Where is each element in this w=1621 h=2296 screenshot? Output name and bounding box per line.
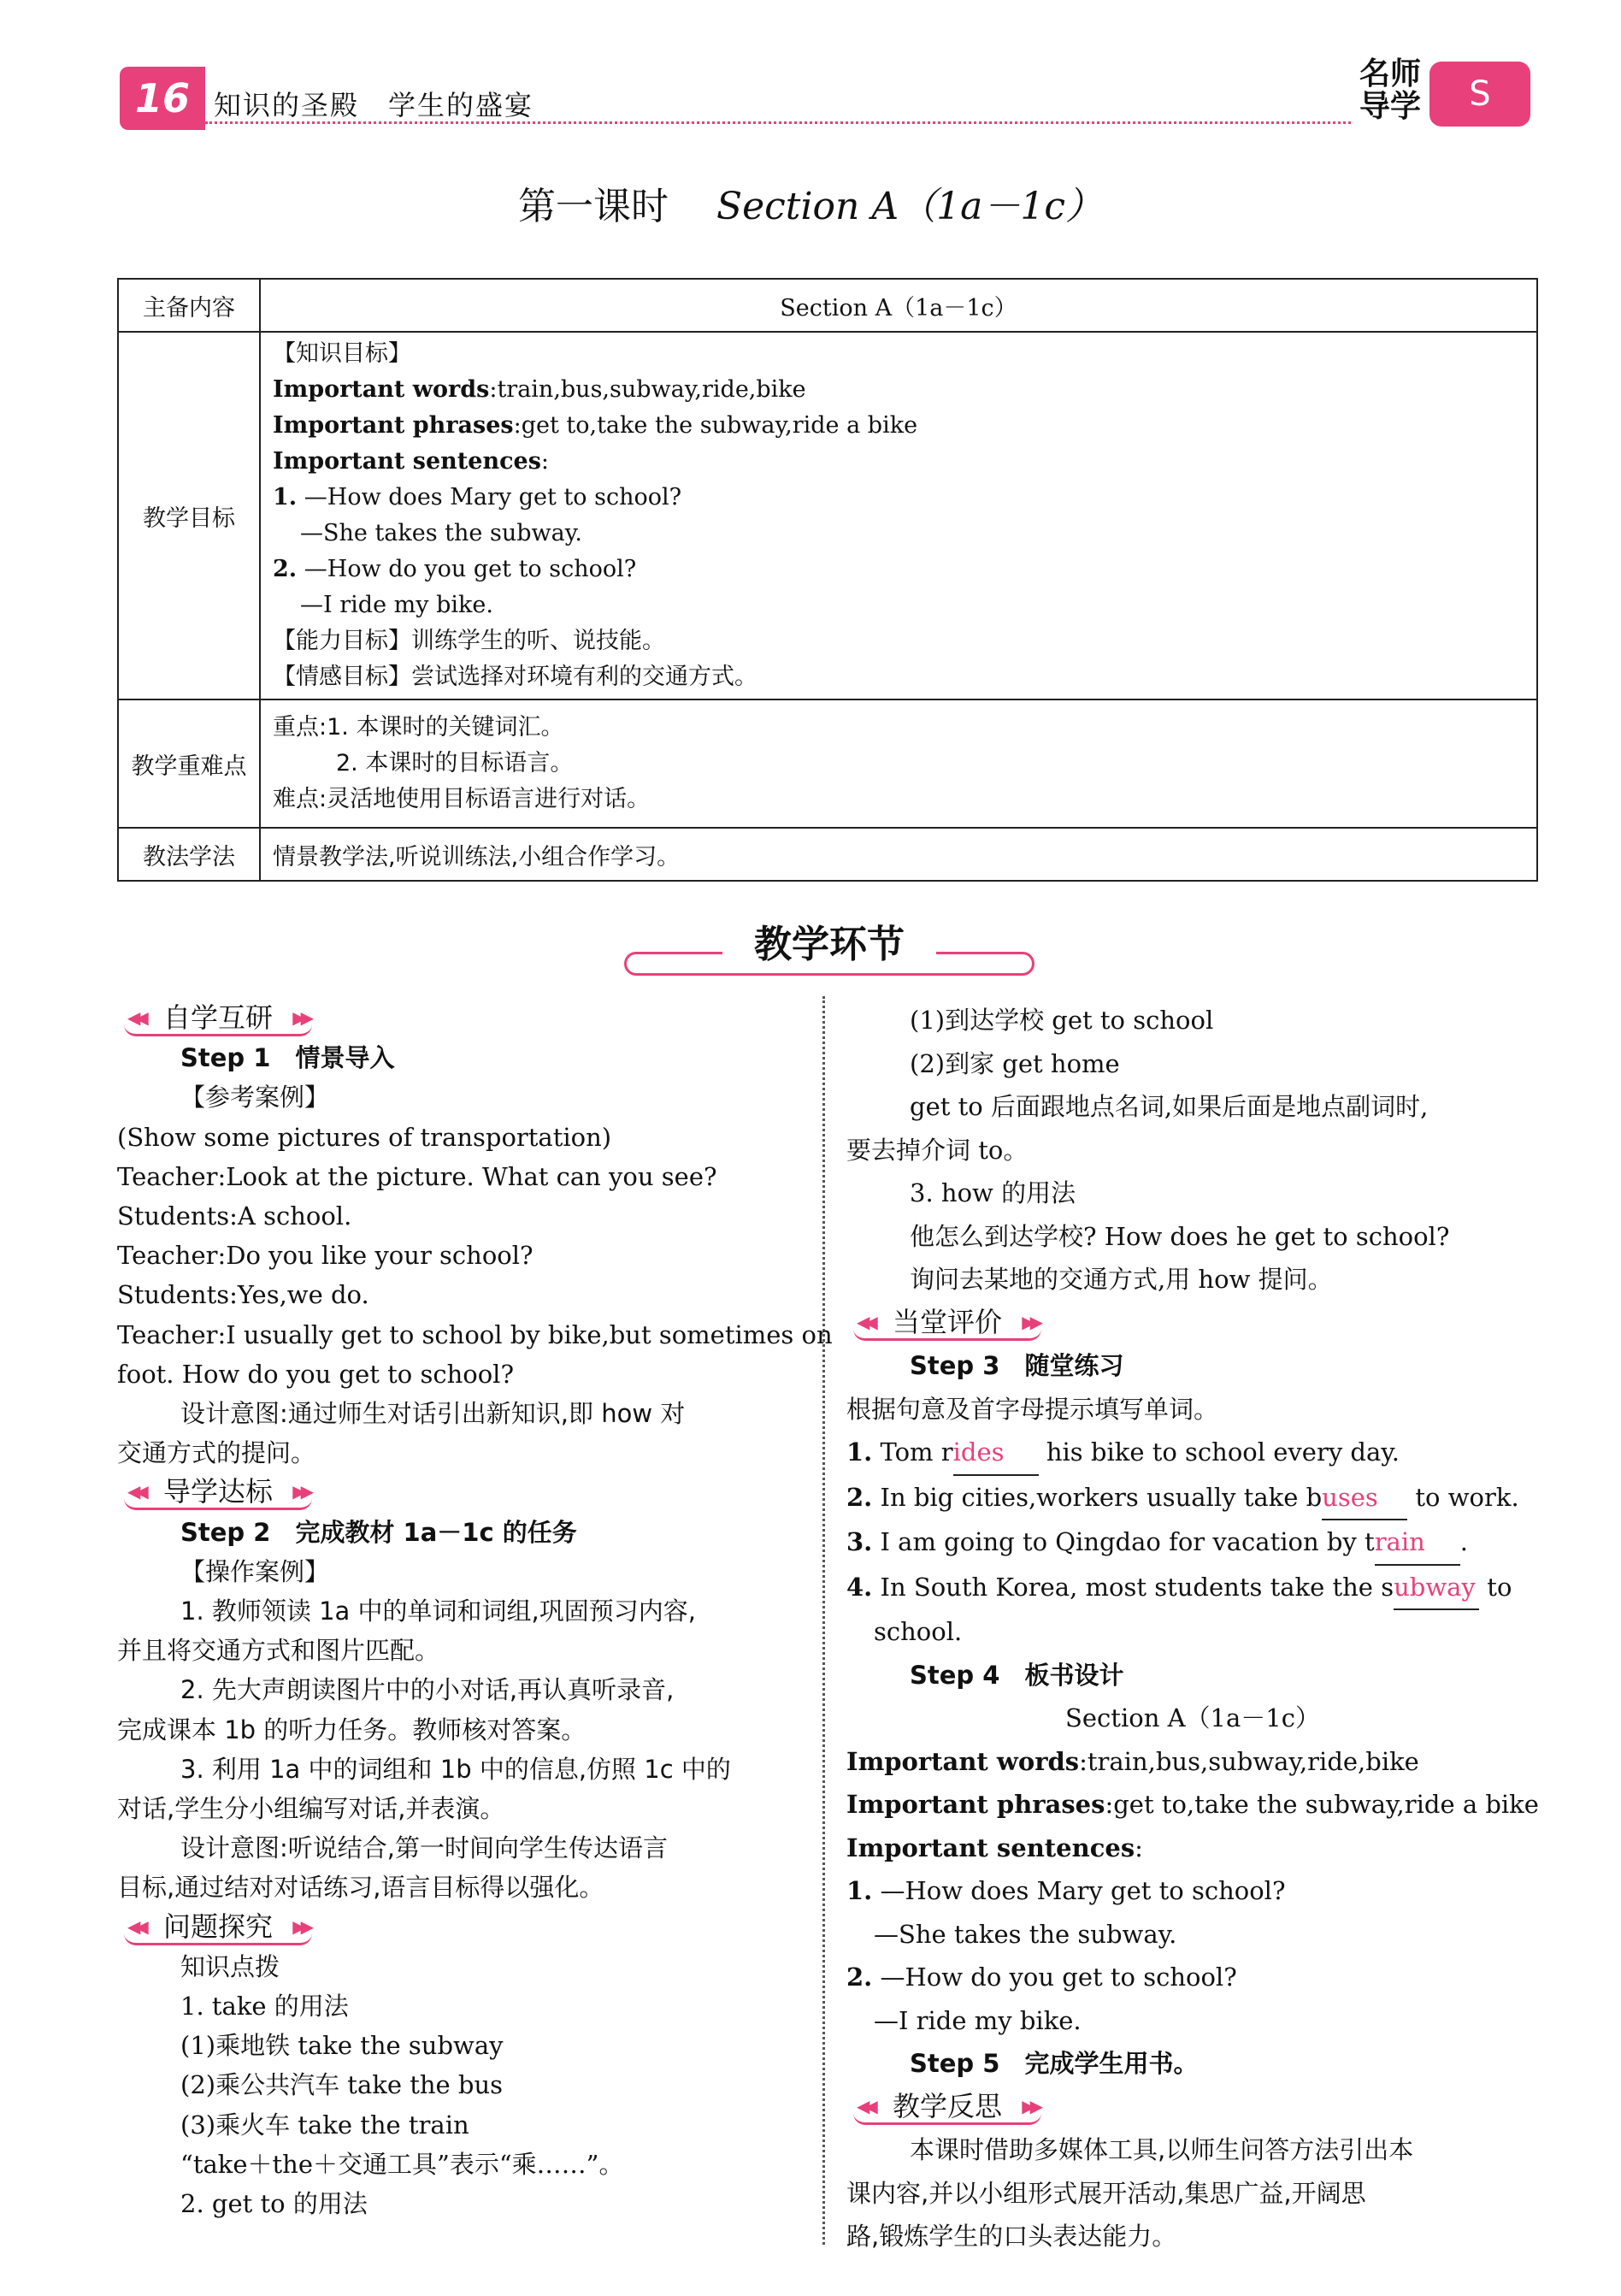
row-content: [260, 332, 1537, 699]
section-tag: ◀◀ 教学反思 ▶▶: [853, 2090, 1041, 2125]
board-sentence-1-a: —She takes the subway.: [874, 1919, 1177, 1949]
table-row: [118, 332, 1537, 699]
answer-blank: rain: [1375, 1520, 1460, 1566]
table-row: [118, 279, 1537, 332]
dialog-line: Teacher:Do you like your school?: [117, 1241, 533, 1271]
board-sentence-2-a: —I ride my bike.: [874, 2005, 1082, 2035]
page-number: 16: [120, 67, 205, 130]
step-2-title: Step 2 完成教材 1a－1c 的任务: [180, 1517, 577, 1547]
step-5-title: Step 5 完成学生用书。: [910, 2049, 1199, 2078]
knowledge-tips: 知识点拨: [180, 1951, 280, 1981]
row-content: [260, 699, 1537, 828]
take-usage-title: 1. take 的用法: [180, 1992, 349, 2022]
getto-example-1: (1)到达学校 get to school: [910, 1006, 1214, 1035]
exercise-item: 2. In big cities,workers usually take buses to work.: [846, 1476, 1539, 1521]
board-title: Section A（1a－1c）: [1065, 1703, 1320, 1732]
op-item-1-cont: 并且将交通方式和图片匹配。: [117, 1636, 440, 1666]
left-column: [117, 999, 833, 2223]
take-note: “take＋the＋交通工具”表示“乘……”。: [180, 2149, 624, 2179]
ability-goal: 【能力目标】训练学生的听、说技能。: [273, 628, 665, 654]
banner-title: 教学环节: [722, 919, 936, 971]
row-label: 教学重难点: [118, 699, 260, 828]
dialog-line: Teacher:I usually get to school by bike,but sometimes on: [117, 1319, 833, 1349]
row-label: 教学目标: [118, 332, 260, 699]
getto-example-2: (2)到家 get home: [910, 1048, 1120, 1078]
table-row: [118, 828, 1537, 881]
section-tag: ◀◀ 导学达标 ▶▶: [124, 1475, 312, 1510]
section-banner: [624, 919, 1034, 976]
exercise-item-cont: school.: [874, 1617, 963, 1646]
section-tag: ◀◀ 问题探究 ▶▶: [124, 1910, 312, 1945]
difficulty: 难点:灵活地使用目标语言进行对话。: [273, 786, 651, 812]
brand-logo-icon: S: [1429, 62, 1530, 127]
answer-blank: uses: [1322, 1476, 1407, 1521]
header-rule: [205, 121, 1351, 124]
section-tag: ◀◀ 当堂评价 ▶▶: [853, 1306, 1041, 1341]
how-note: 询问去某地的交通方式,用 how 提问。: [910, 1265, 1333, 1294]
answer-blank: ides: [953, 1431, 1039, 1476]
board-phrases: Important phrases:get to,take the subway,ride a bike: [846, 1790, 1539, 1819]
design-intent-2: 设计意图:听说结合,第一时间向学生传达语言: [180, 1833, 668, 1863]
sentence-2-a: —I ride my bike.: [300, 592, 493, 618]
op-case-heading: 【操作案例】: [180, 1556, 330, 1586]
header-motto: 知识的圣殿 学生的盛宴: [214, 89, 534, 121]
op-item-2: 2. 先大声朗读图片中的小对话,再认真听录音,: [180, 1675, 675, 1705]
take-example-1: (1)乘地铁 take the subway: [180, 2031, 504, 2061]
lesson-plan-table: [117, 278, 1538, 882]
op-item-1: 1. 教师领读 1a 中的单词和词组,巩固预习内容,: [180, 1597, 696, 1626]
op-item-3: 3. 利用 1a 中的词组和 1b 中的信息,仿照 1c 中的: [180, 1754, 731, 1784]
design-intent-1: 设计意图:通过师生对话引出新知识,即 how 对: [180, 1399, 686, 1429]
exercise-item: 1. Tom rides his bike to school every day.: [846, 1431, 1539, 1476]
table-row: [118, 699, 1537, 828]
getto-usage-title: 2. get to 的用法: [180, 2189, 368, 2219]
how-example: 他怎么到达学校? How does he get to school?: [910, 1221, 1450, 1251]
step-4-title: Step 4 板书设计: [910, 1660, 1124, 1690]
key-point-1: 重点:1. 本课时的关键词汇。: [273, 714, 564, 741]
row-content: Section A（1a－1c）: [260, 279, 1537, 332]
dialog-line: Students:Yes,we do.: [117, 1280, 369, 1310]
dialog-line: (Show some pictures of transportation): [117, 1122, 612, 1152]
getto-note: get to 后面跟地点名词,如果后面是地点副词时,: [910, 1092, 1429, 1121]
board-words: Important words:train,bus,subway,ride,bike: [846, 1746, 1419, 1776]
step-3-title: Step 3 随堂练习: [910, 1351, 1124, 1380]
dialog-line: Teacher:Look at the picture. What can you see?: [117, 1161, 717, 1191]
take-example-3: (3)乘火车 take the train: [180, 2110, 469, 2140]
exercise-item: 4. In South Korea, most students take the subway to: [846, 1566, 1539, 1611]
emotion-goal: 【情感目标】尝试选择对环境有利的交通方式。: [273, 664, 757, 690]
brand-bottom: 导学: [1359, 89, 1422, 124]
important-phrases: Important phrases:get to,take the subway,ride a bike: [273, 412, 918, 439]
answer-blank: ubway: [1394, 1566, 1479, 1611]
op-item-3-cont: 对话,学生分小组编写对话,并表演。: [117, 1794, 505, 1824]
section-tag: ◀◀ 自学互研 ▶▶: [124, 1001, 312, 1036]
key-point-2: 2. 本课时的目标语言。: [336, 750, 574, 776]
design-intent-2-cont: 目标,通过结对对话练习,语言目标得以强化。: [117, 1873, 604, 1903]
design-intent-1-cont: 交通方式的提问。: [117, 1438, 316, 1468]
take-example-2: (2)乘公共汽车 take the bus: [180, 2070, 504, 2100]
important-sentences: Important sentences:: [273, 448, 549, 475]
reflection-line: 课内容,并以小组形式展开活动,集思广益,开阔思: [846, 2178, 1366, 2208]
op-item-2-cont: 完成课本 1b 的听力任务。教师核对答案。: [117, 1715, 587, 1744]
exercise-instructions: 根据句意及首字母提示填写单词。: [846, 1394, 1219, 1424]
lesson-title: [0, 175, 1621, 230]
board-sentence-2-q: 2. —How do you get to school?: [846, 1963, 1237, 1992]
getto-note-cont: 要去掉介词 to。: [846, 1135, 1029, 1165]
board-sentence-1-q: 1. —How does Mary get to school?: [846, 1876, 1286, 1905]
lesson-title-en: Section A（1a－1c）: [716, 185, 1103, 228]
column-divider: [822, 996, 825, 2245]
sentence-1-q: 1. —How does Mary get to school?: [273, 484, 682, 511]
sentence-1-a: —She takes the subway.: [300, 520, 582, 546]
row-label: 主备内容: [118, 279, 260, 332]
right-column: [846, 999, 1539, 2258]
important-words: Important words:train,bus,subway,ride,bike: [273, 376, 806, 403]
reflection-line: 路,锻炼学生的口头表达能力。: [846, 2222, 1177, 2251]
brand-top: 名师: [1359, 56, 1422, 91]
ref-case-heading: 【参考案例】: [180, 1083, 330, 1113]
dialog-line: foot. How do you get to school?: [117, 1359, 514, 1389]
row-label: 教法学法: [118, 828, 260, 881]
row-content: 情景教学法,听说训练法,小组合作学习。: [260, 828, 1537, 881]
knowledge-heading: 【知识目标】: [273, 340, 411, 367]
step-1-title: Step 1 情景导入: [180, 1043, 395, 1073]
board-sentences: Important sentences:: [846, 1833, 1143, 1862]
lesson-title-cn: 第一课时: [517, 185, 669, 228]
how-usage-title: 3. how 的用法: [910, 1178, 1076, 1207]
dialog-line: Students:A school.: [117, 1201, 352, 1231]
sentence-2-q: 2. —How do you get to school?: [273, 556, 637, 582]
brand-name: [1359, 58, 1421, 123]
reflection-line: 本课时借助多媒体工具,以师生问答方法引出本: [910, 2135, 1414, 2164]
exercise-item: 3. I am going to Qingdao for vacation by train .: [846, 1520, 1539, 1566]
